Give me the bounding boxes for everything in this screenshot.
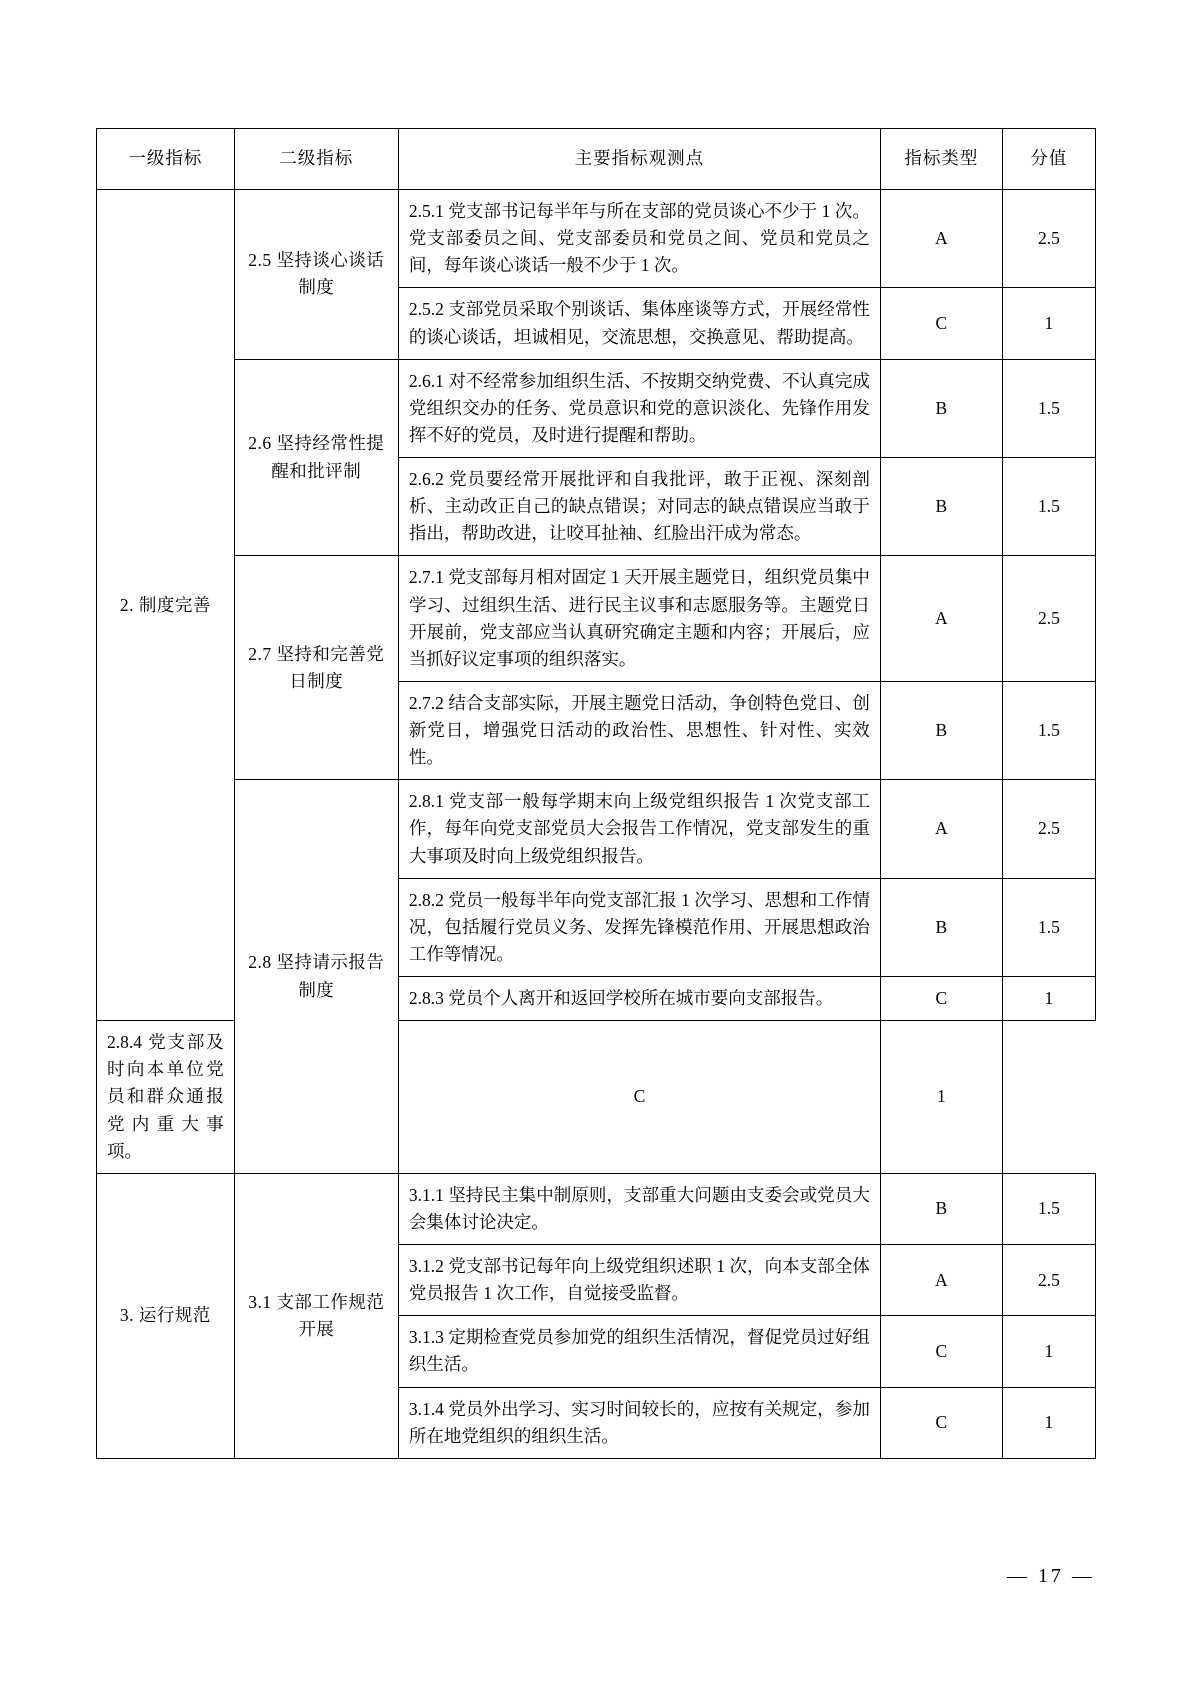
observation-point: 2.6.2 党员要经常开展批评和自我批评，敢于正视、深刻剖析、主动改正自己的缺点错误；对同志的缺点错误应当敢于指出，帮助改进，让咬耳扯袖、红脸出汗成为常态。	[398, 458, 880, 556]
indicator-type: A	[880, 556, 1002, 682]
indicator-type: B	[880, 458, 1002, 556]
indicator-type: C	[880, 288, 1002, 359]
indicator-type: C	[880, 977, 1002, 1021]
indicator-type: B	[880, 878, 1002, 976]
observation-point: 3.1.2 党支部书记每年向上级党组织述职 1 次，向本支部全体党员报告 1 次工作，自觉接受监督。	[398, 1245, 880, 1316]
level1-indicator: 2. 制度完善	[97, 190, 235, 1021]
page-number: — 17 —	[1007, 1565, 1095, 1587]
indicator-type: B	[880, 1173, 1002, 1244]
level2-indicator: 2.8 坚持请示报告制度	[234, 780, 398, 1174]
header-type: 指标类型	[880, 129, 1002, 190]
observation-point: 2.8.1 党支部一般每学期末向上级党组织报告 1 次党支部工作，每年向党支部党员大会报告工作情况，党支部发生的重大事项及时向上级党组织报告。	[398, 780, 880, 878]
indicator-score: 1	[1002, 1316, 1095, 1387]
indicator-score: 2.5	[1002, 190, 1095, 288]
level2-indicator: 2.7 坚持和完善党日制度	[234, 556, 398, 780]
header-observation: 主要指标观测点	[398, 129, 880, 190]
indicator-table	[96, 128, 1096, 1459]
indicator-type: B	[880, 359, 1002, 457]
header-level2: 二级指标	[234, 129, 398, 190]
observation-point: 2.6.1 对不经常参加组织生活、不按期交纳党费、不认真完成党组织交办的任务、党员意识和党的意识淡化、先锋作用发挥不好的党员，及时进行提醒和帮助。	[398, 359, 880, 457]
level1-indicator: 3. 运行规范	[97, 1173, 235, 1458]
indicator-score: 1.5	[1002, 458, 1095, 556]
indicator-type: B	[880, 681, 1002, 779]
observation-point: 3.1.1 坚持民主集中制原则，支部重大问题由支委会或党员大会集体讨论决定。	[398, 1173, 880, 1244]
header-score: 分值	[1002, 129, 1095, 190]
table-row	[97, 556, 1096, 682]
observation-point: 2.8.2 党员一般每半年向党支部汇报 1 次学习、思想和工作情况，包括履行党员义务、发挥先锋模范作用、开展思想政治工作等情况。	[398, 878, 880, 976]
observation-point: 2.5.1 党支部书记每半年与所在支部的党员谈心不少于 1 次。党支部委员之间、党支部委员和党员之间、党员和党员之间，每年谈心谈话一般不少于 1 次。	[398, 190, 880, 288]
observation-point: 3.1.4 党员外出学习、实习时间较长的，应按有关规定，参加所在地党组织的组织生活。	[398, 1387, 880, 1458]
table-row	[97, 190, 1096, 288]
indicator-score: 1	[1002, 1387, 1095, 1458]
table-row	[97, 1173, 1096, 1244]
header-level1: 一级指标	[97, 129, 235, 190]
observation-point: 2.8.4 党支部及时向本单位党员和群众通报党内重大事项。	[97, 1021, 235, 1174]
level2-indicator: 3.1 支部工作规范开展	[234, 1173, 398, 1458]
table-row	[97, 780, 1096, 878]
indicator-type: A	[880, 780, 1002, 878]
indicator-type: C	[880, 1387, 1002, 1458]
observation-point: 2.5.2 支部党员采取个别谈话、集体座谈等方式，开展经常性的谈心谈话，坦诚相见，交流思想，交换意见、帮助提高。	[398, 288, 880, 359]
table-header-row	[97, 129, 1096, 190]
indicator-score: 1	[1002, 288, 1095, 359]
observation-point: 2.8.3 党员个人离开和返回学校所在城市要向支部报告。	[398, 977, 880, 1021]
indicator-type: C	[398, 1021, 880, 1174]
table-header	[97, 129, 1096, 190]
observation-point: 2.7.1 党支部每月相对固定 1 天开展主题党日，组织党员集中学习、过组织生活、进行民主议事和志愿服务等。主题党日开展前，党支部应当认真研究确定主题和内容；开展后，应当抓好议定事项的组织落实。	[398, 556, 880, 682]
indicator-score: 1.5	[1002, 681, 1095, 779]
level2-indicator: 2.5 坚持谈心谈话制度	[234, 190, 398, 360]
indicator-type: C	[880, 1316, 1002, 1387]
indicator-score: 1.5	[1002, 878, 1095, 976]
table-row	[97, 359, 1096, 457]
indicator-score: 2.5	[1002, 1245, 1095, 1316]
indicator-score: 2.5	[1002, 556, 1095, 682]
observation-point: 2.7.2 结合支部实际，开展主题党日活动，争创特色党日、创新党日，增强党日活动的政治性、思想性、针对性、实效性。	[398, 681, 880, 779]
indicator-score: 1	[1002, 977, 1095, 1021]
observation-point: 3.1.3 定期检查党员参加党的组织生活情况，督促党员过好组织生活。	[398, 1316, 880, 1387]
indicator-type: A	[880, 190, 1002, 288]
indicator-score: 1.5	[1002, 1173, 1095, 1244]
level2-indicator: 2.6 坚持经常性提醒和批评制	[234, 359, 398, 556]
indicator-score: 2.5	[1002, 780, 1095, 878]
indicator-score: 1	[880, 1021, 1002, 1174]
indicator-type: A	[880, 1245, 1002, 1316]
table-body	[97, 190, 1096, 1459]
indicator-score: 1.5	[1002, 359, 1095, 457]
